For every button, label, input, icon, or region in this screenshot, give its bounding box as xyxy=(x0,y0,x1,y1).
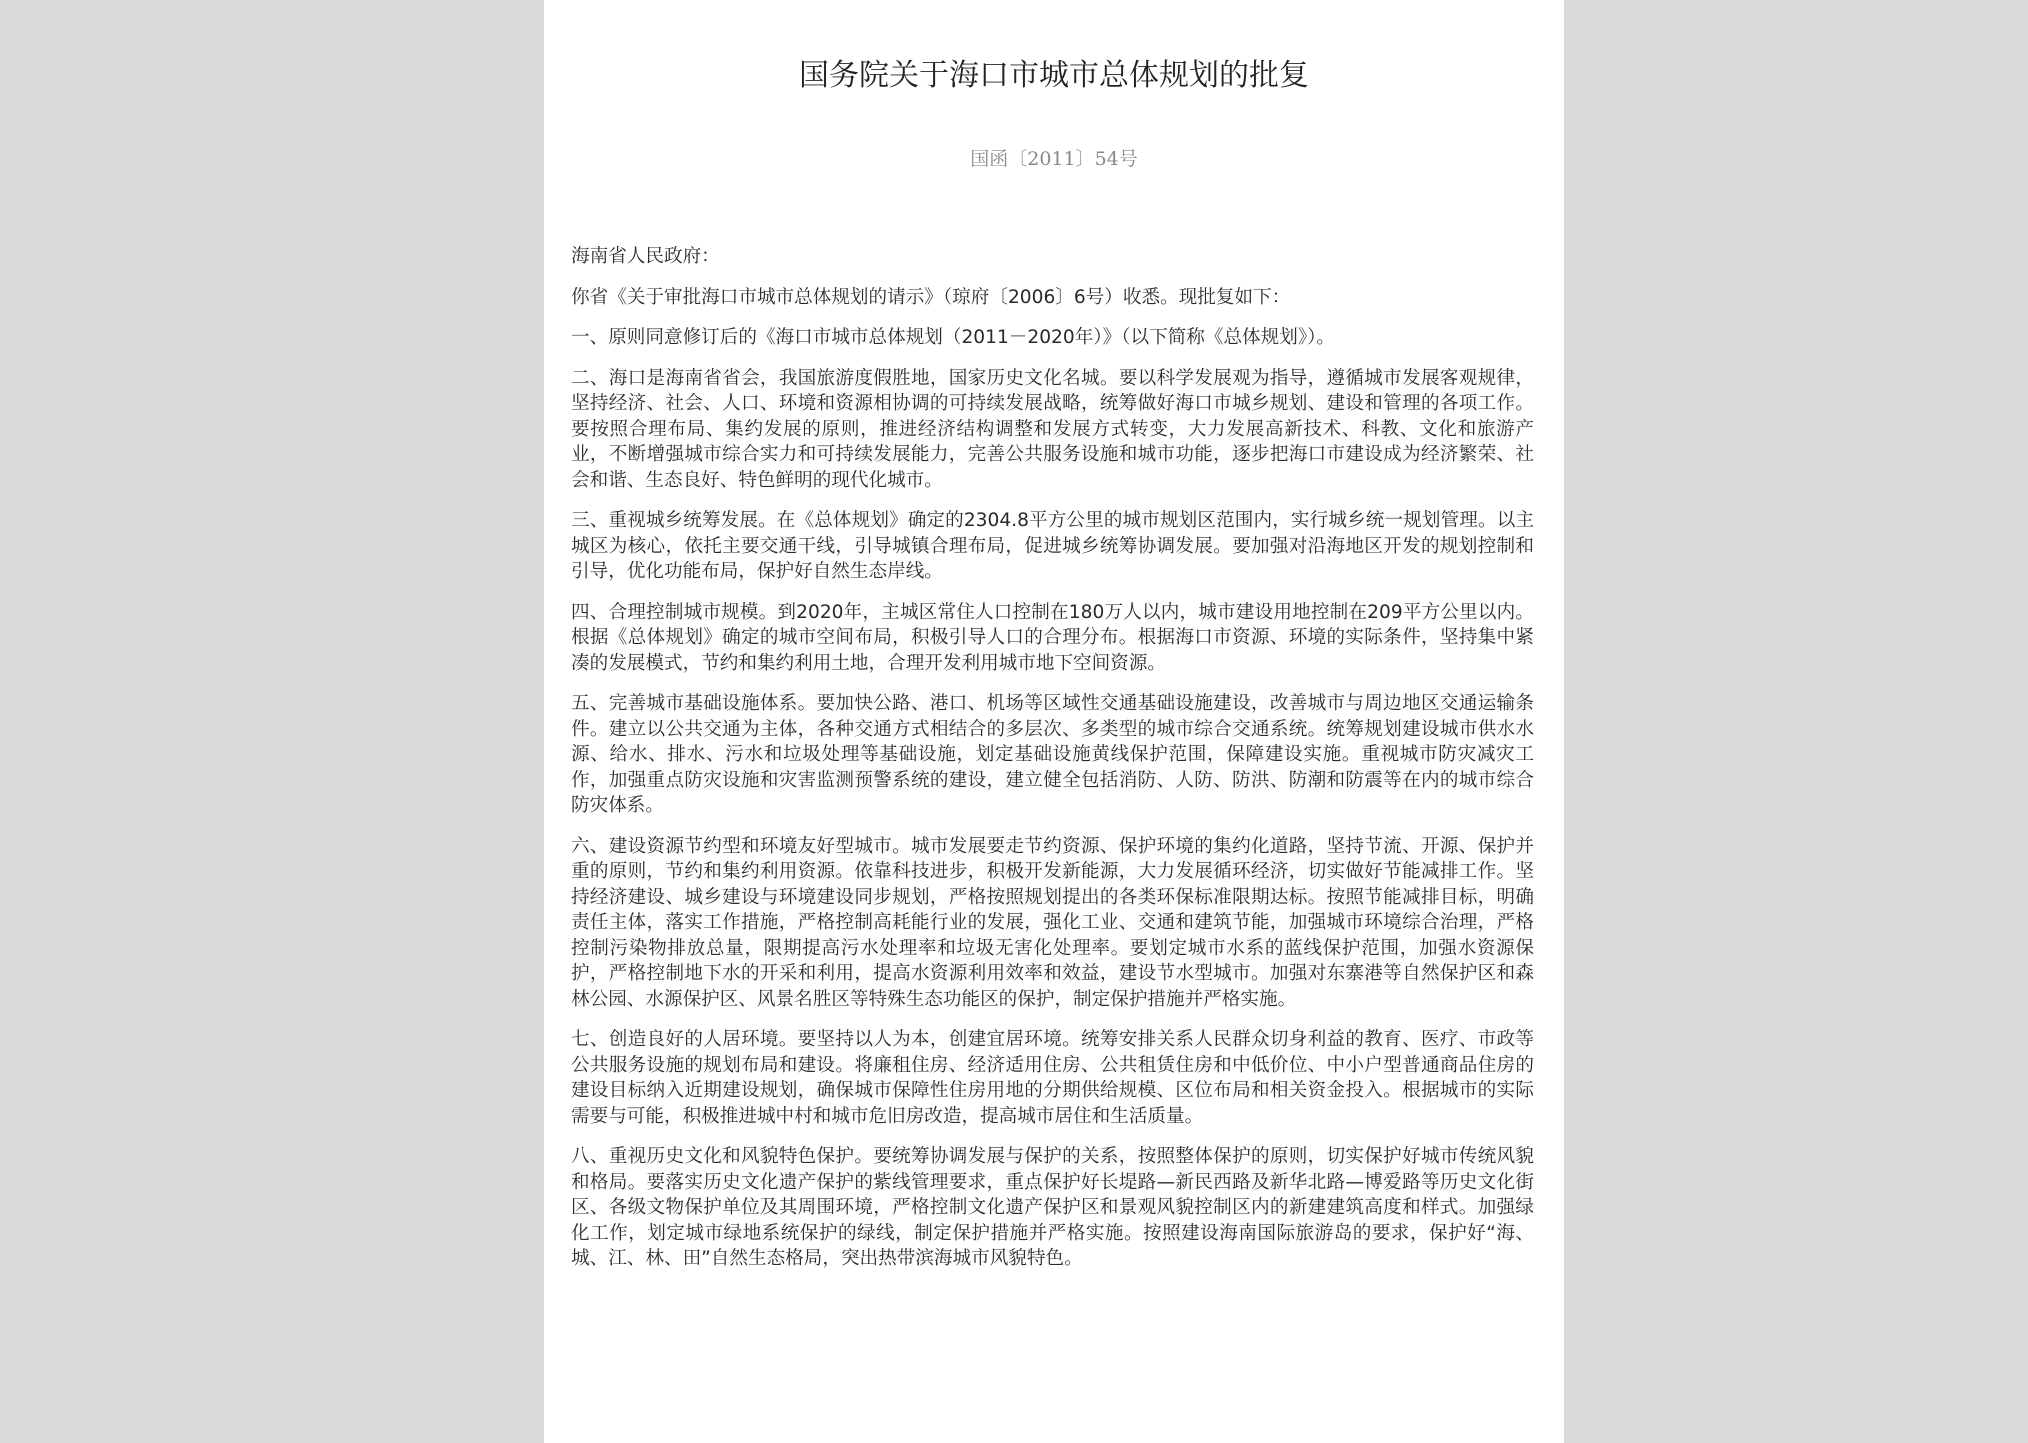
paragraph-intro: 你省《关于审批海口市城市总体规划的请示》（琼府〔2006〕6号）收悉。现批复如下： xyxy=(571,286,1291,308)
document-title: 国务院关于海口市城市总体规划的批复 xyxy=(799,58,1309,93)
paragraph-2: 二、海口是海南省省会，我国旅游度假胜地，国家历史文化名城。要以科学发展观为指导，遵循城市发展客观规律，坚持经济、社会、人口、环境和资源相协调的可持续发展战略，统筹做好海口市城乡规划、建设和管理的各项工作。要按照合理布局、集约发展的原则，推进经济结构调整和发展方式转变，大力发展高新技术、科教、文化和旅游产业，不断增强城市综合实力和可持续发展能力，完善公共服务设施和城市功能，逐步把海口市建设成为经济繁荣、社会和谐、生态良好、特色鲜明的现代化城市。 xyxy=(571,367,1534,491)
paragraph-6: 六、建设资源节约型和环境友好型城市。城市发展要走节约资源、保护环境的集约化道路，坚持节流、开源、保护并重的原则，节约和集约利用资源。依靠科技进步，积极开发新能源，大力发展循环经济，切实做好节能减排工作。坚持经济建设、城乡建设与环境建设同步规划，严格按照规划提出的各类环保标准限期达标。按照节能减排目标，明确责任主体，落实工作措施，严格控制高耗能行业的发展，强化工业、交通和建筑节能，加强城市环境综合治理，严格控制污染物排放总量，限期提高污水处理率和垃圾无害化处理率。要划定城市水系的蓝线保护范围，加强水资源保护，严格控制地下水的开采和利用，提高水资源利用效率和效益，建设节水型城市。加强对东寨港等自然保护区和森林公园、水源保护区、风景名胜区等特殊生态功能区的保护，制定保护措施并严格实施。 xyxy=(571,835,1534,1010)
document-number: 国函〔2011〕54号 xyxy=(970,148,1138,170)
paragraph-7: 七、创造良好的人居环境。要坚持以人为本，创建宜居环境。统筹安排关系人民群众切身利益的教育、医疗、市政等公共服务设施的规划布局和建设。将廉租住房、经济适用住房、公共租赁住房和中低价位、中小户型普通商品住房的建设目标纳入近期建设规划，确保城市保障性住房用地的分期供给规模、区位布局和相关资金投入。根据城市的实际需要与可能，积极推进城中村和城市危旧房改造，提高城市居住和生活质量。 xyxy=(571,1029,1534,1127)
document-body xyxy=(571,244,1534,1287)
salutation: 海南省人民政府： xyxy=(571,246,720,267)
paragraph-1: 一、原则同意修订后的《海口市城市总体规划（2011－2020年）》（以下简称《总体规划》）。 xyxy=(571,327,1336,348)
paragraph-3: 三、重视城乡统筹发展。在《总体规划》确定的2304.8平方公里的城市规划区范围内，实行城乡统一规划管理。以主城区为核心，依托主要交通干线，引导城镇合理布局，促进城乡统筹协调发展。要加强对沿海地区开发的规划控制和引导，优化功能布局，保护好自然生态岸线。 xyxy=(571,510,1534,582)
paragraph-8: 八、重视历史文化和风貌特色保护。要统筹协调发展与保护的关系，按照整体保护的原则，切实保护好城市传统风貌和格局。要落实历史文化遗产保护的紫线管理要求，重点保护好长堤路—新民西路及新华北路—博爱路等历史文化街区、各级文物保护单位及其周围环境，严格控制文化遗产保护区和景观风貌控制区内的新建建筑高度和样式。加强绿化工作，划定城市绿地系统保护的绿线，制定保护措施并严格实施。按照建设海南国际旅游岛的要求，保护好“海、城、江、林、田”自然生态格局，突出热带滨海城市风貌特色。 xyxy=(571,1146,1534,1269)
document-page xyxy=(544,0,1564,1443)
paragraph-4: 四、合理控制城市规模。到2020年，主城区常住人口控制在180万人以内，城市建设用地控制在209平方公里以内。根据《总体规划》确定的城市空间布局，积极引导人口的合理分布。根据海口市资源、环境的实际条件，坚持集中紧凑的发展模式，节约和集约利用土地，合理开发利用城市地下空间资源。 xyxy=(571,601,1534,674)
paragraph-5: 五、完善城市基础设施体系。要加快公路、港口、机场等区域性交通基础设施建设，改善城市与周边地区交通运输条件。建立以公共交通为主体，各种交通方式相结合的多层次、多类型的城市综合交通系统。统筹规划建设城市供水水源、给水、排水、污水和垃圾处理等基础设施，划定基础设施黄线保护范围，保障建设实施。重视城市防灾减灾工作，加强重点防灾设施和灾害监测预警系统的建设，建立健全包括消防、人防、防洪、防潮和防震等在内的城市综合防灾体系。 xyxy=(571,693,1534,816)
